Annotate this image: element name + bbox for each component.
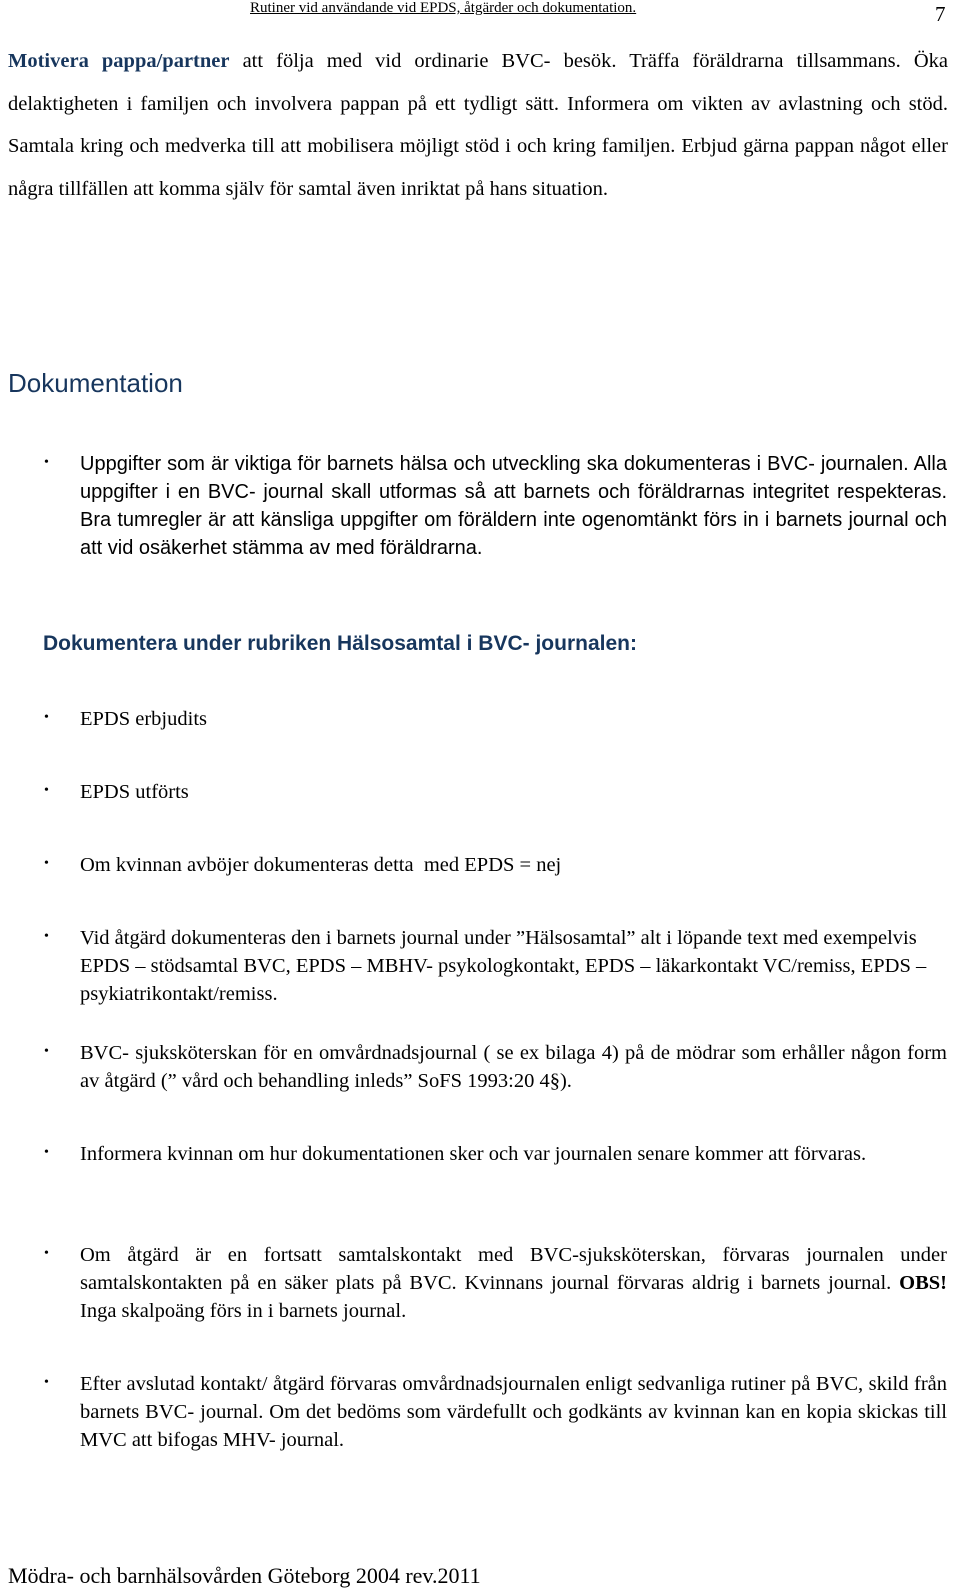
intro-bold-lead: Motivera pappa/partner bbox=[8, 50, 230, 72]
bullet-marker: • bbox=[44, 856, 49, 871]
obs-item-text-before: Om åtgärd är en fortsatt samtalskontakt med BVC-sjuksköterskan, förvaras journalen under samtalskontakten på en säker plats på BVC. Kvinnans journal förvaras aldrig i barnets journal. bbox=[80, 1244, 947, 1294]
page-number: 7 bbox=[935, 2, 946, 26]
dokumentation-bullet-text: Uppgifter som är viktiga för barnets hälsa och utveckling ska dokumenteras i BVC- journalen. Alla uppgifter i en BVC- journal skall utformas så att barnets och föräldrarnas integritet respekteras. Bra tumregler är att känsliga uppgifter om föräldern inte ogenomtänkt förs in i barnets journal och att vid osäkerhet stämma av med föräldrarna. bbox=[80, 453, 947, 559]
obs-label: OBS! bbox=[899, 1272, 947, 1294]
list-item: Vid åtgärd dokumenteras den i barnets journal under ”Hälsosamtal” alt i löpande text med exempelvis EPDS – stödsamtal BVC, EPDS – MBHV- psykologkontakt, EPDS – läkarkontakt VC/remiss, EPDS – psykiatrikontakt/remiss. bbox=[80, 927, 927, 1005]
list-item: Informera kvinnan om hur dokumentationen sker och var journalen senare kommer att förvaras. bbox=[80, 1143, 867, 1165]
page-footer: Mödra- och barnhälsovården Göteborg 2004 rev.2011 bbox=[8, 1563, 481, 1588]
bullet-marker: • bbox=[44, 710, 49, 725]
bullet-marker: • bbox=[44, 1145, 49, 1160]
bullet-marker: • bbox=[44, 783, 49, 798]
section-heading-dokumentation: Dokumentation bbox=[8, 368, 183, 398]
list-item: EPDS erbjudits bbox=[80, 708, 207, 730]
bullet-marker: • bbox=[44, 1375, 49, 1390]
list-item: EPDS utförts bbox=[80, 781, 189, 803]
running-header: Rutiner vid användande vid EPDS, åtgärder och dokumentation. bbox=[250, 0, 637, 16]
list-item: Efter avslutad kontakt/ åtgärd förvaras omvårdnadsjournalen enligt sedvanliga rutiner på BVC, skild från barnets BVC- journal. Om det bedöms som värdefullt och godkänts av kvinnan kan en kopia skickas till MVC att bifogas MHV- journal. bbox=[80, 1373, 947, 1451]
bullet-marker: • bbox=[44, 1044, 49, 1059]
bullet-marker: • bbox=[44, 455, 49, 470]
section-heading-halsosamtal: Dokumentera under rubriken Hälsosamtal i BVC- journalen: bbox=[43, 632, 637, 655]
intro-text: att följa med vid ordinarie BVC- besök. Träffa föräldrarna tillsammans. Öka delaktigheten i familjen och involvera pappan på ett tydligt sätt. Informera om vikten av avlastning och stöd. Samtala kring och medverka till att mobilisera möjligt stöd i och kring familjen. Erbjud gärna pappan något eller några tillfällen att komma själv för samtal även inriktat på hans situation. bbox=[8, 50, 948, 200]
list-item bbox=[80, 1241, 947, 1325]
obs-item-text-after: Inga skalpoäng förs in i barnets journal. bbox=[80, 1300, 407, 1322]
bullet-marker: • bbox=[44, 1246, 49, 1261]
list-item: Om kvinnan avböjer dokumenteras detta med EPDS = nej bbox=[80, 854, 562, 876]
bullet-marker: • bbox=[44, 929, 49, 944]
intro-paragraph bbox=[8, 40, 948, 210]
list-item: BVC- sjuksköterskan för en omvårdnadsjournal ( se ex bilaga 4) på de mödrar som erhåller någon form av åtgärd (” vård och behandling inleds” SoFS 1993:20 4§). bbox=[80, 1042, 947, 1092]
